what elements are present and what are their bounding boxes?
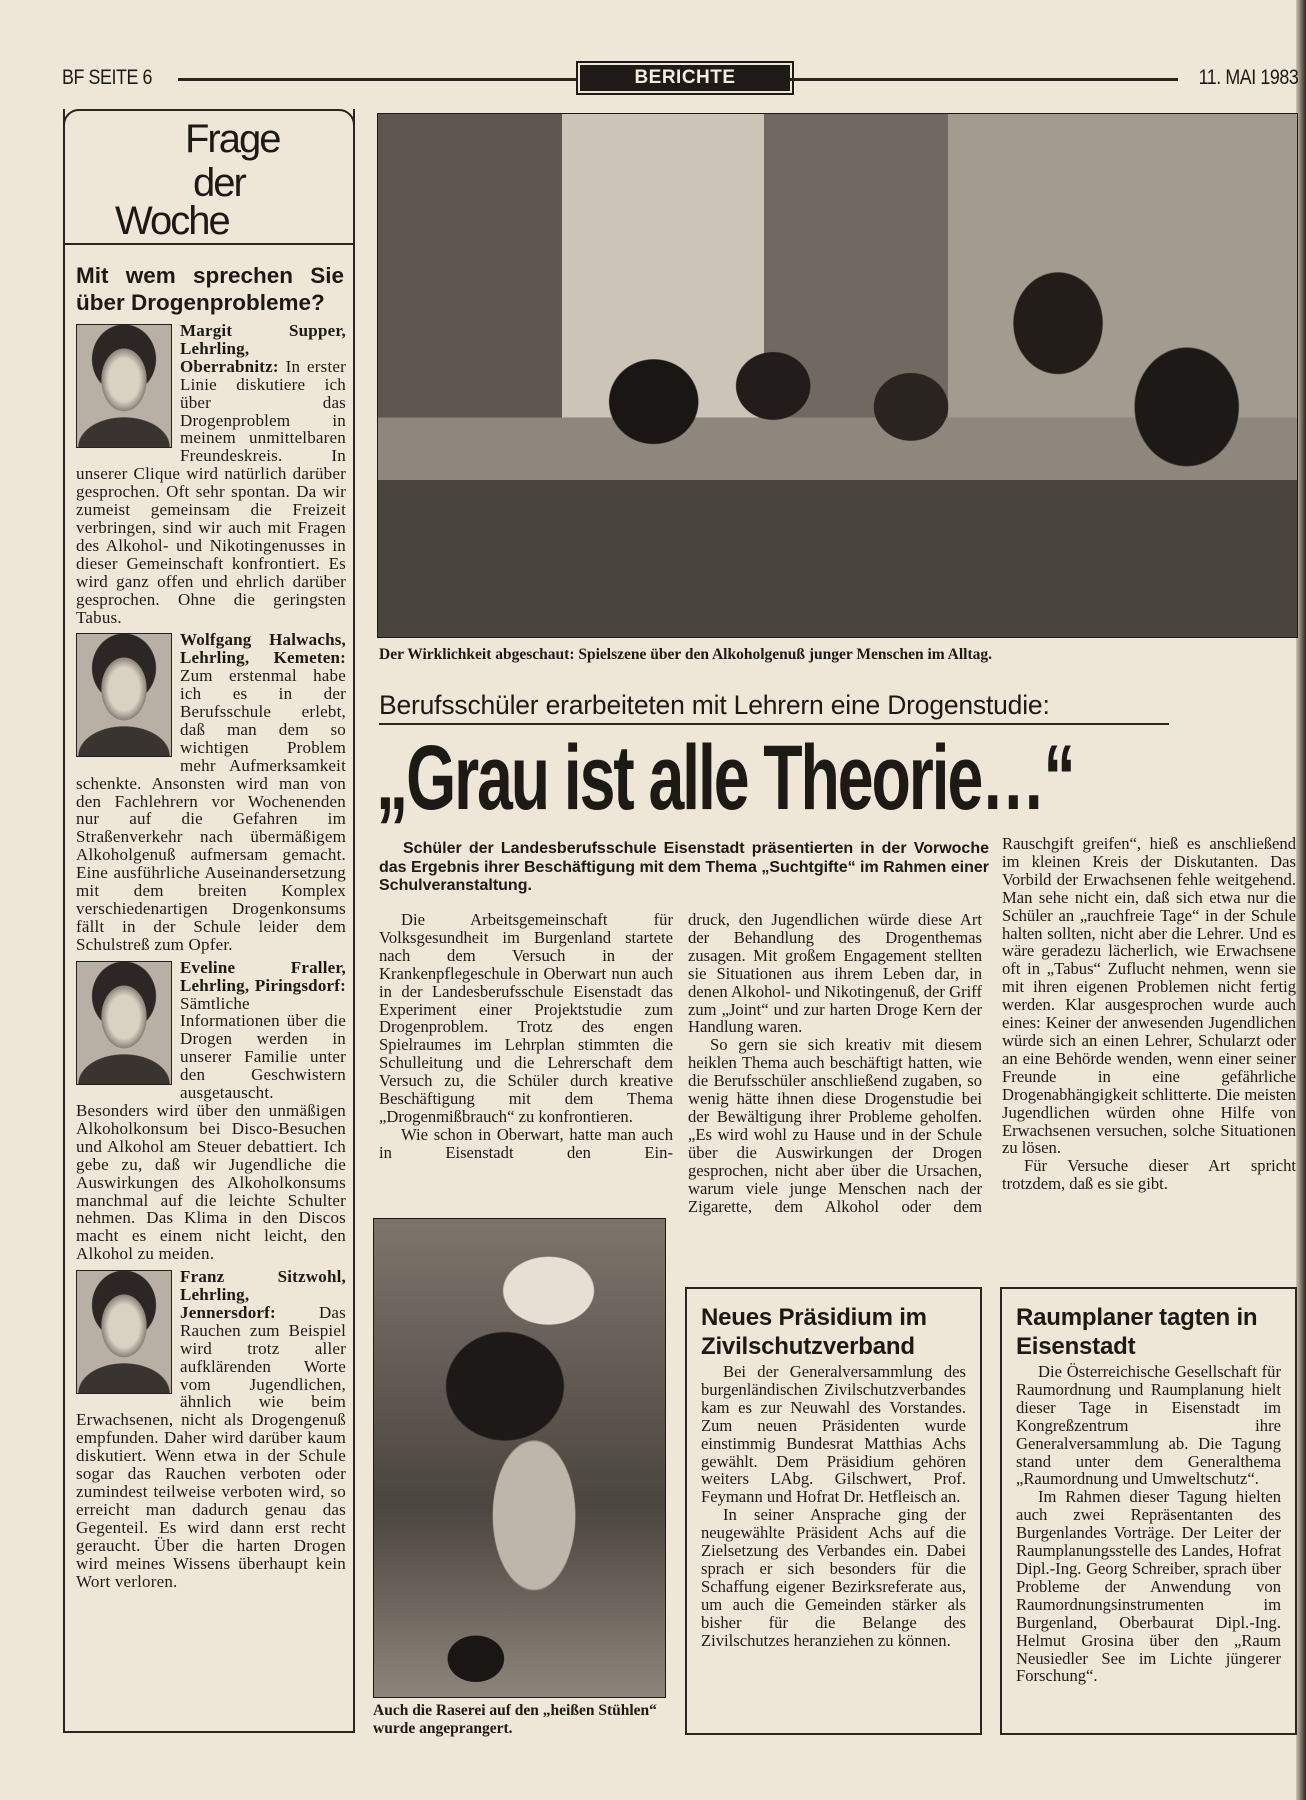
interview-entry (76, 959, 346, 1263)
issue-date: 11. MAI 1983 (1198, 66, 1298, 89)
interview-answer: In erster Linie diskutiere ich über das Drogenproblem in meinem unmittelbaren Freundeskreis. In unserer Clique wird natürlich darüber gesprochen. Oft sehr spontan. Da wir zumeist gemeinsam die Freizeit verbringen, sind wir auch mit Fragen des Alkohol- und Nikotingenusses in dieser Gemeinschaft konfrontiert. Es wird ganz offen und ehrlich darüber gesprochen. Ohne die geringsten Tabus. (76, 356, 346, 627)
box-paragraph: Die Österreichische Gesellschaft für Raumordnung und Raumplanung hielt dieser Tage in Eisenstadt im Kongreßzentrum ihre Generalversammlung ab. Die Tagung stand unter dem Generalthema „Raumordnung und Umweltschutz“. (1016, 1362, 1281, 1489)
article-paragraph: So gern sie sich kreativ mit diesem heiklen Thema auch beschäftigt hatten, wie die Berufsschüler anschließend zugaben, so wenig hätte ihnen diese Drogenstudie bei der Bewältigung ihrer Probleme geholfen. „Es wird wohl zu Hause und in der Schule über die Auswirkungen der Drogen gesprochen, nicht aber über die Ursachen, warum viele junge Menschen nach der Zigarette, dem Alkohol oder dem (688, 1035, 982, 1216)
box-headline: Neues Präsidium im Zivilschutzverband (701, 1304, 927, 1360)
header-rule-right (790, 78, 1178, 81)
article-column-2 (688, 911, 982, 1215)
interviewee-name: Franz Sitzwohl, Lehrling, Jennersdorf: (180, 1268, 346, 1322)
interview-answer: Zum erstenmal habe ich es in der Berufsschule erlebt, daß man dem so wichtigen Problem mehr Aufmerksamkeit schenkte. Ansonsten wird man von den Fachlehrern vor Wochenenden nur auf die Gefahren im Straßenverkehr nach übermäßigem Alkoholgenuß aufmersam gemacht. Eine ausführliche Auseinandersetzung mit dem breiten Komplex verschiedenartigen Drogenkonsums fällt in der Schule leider dem Schulstreß zum Opfer. (76, 666, 346, 954)
box-headline: Raumplaner tagten in Eisenstadt (1016, 1304, 1258, 1360)
interviewee-name: Margit Supper, Lehrling, Oberrabnitz: (180, 322, 346, 376)
box-paragraph: In seiner Ansprache ging der neugewählte Präsident Achs auf die Zielsetzung des Verbandes ein. Dabei sprach er sich besonders für die Schaffung eigener Bezirksreferate aus, um auch die Gemeinden stärker als bisher für die Belange des Zivilschutzes heranziehen zu können. (701, 1505, 966, 1650)
frage-der-woche-title (63, 109, 355, 245)
article-headline: „Grau ist alle Theorie…“ (376, 727, 1074, 829)
article-paragraph: Wie schon in Oberwart, hatte man auch in Eisenstadt den Ein- (379, 1124, 673, 1162)
title-word: Frage (185, 117, 280, 161)
interviewee-name: Wolfgang Halwachs, Lehrling, Kemeten: (180, 631, 346, 668)
interview-answer: Das Rauchen zum Beispiel wird trotz aller aufklärenden Worte vom Jugendlichen, ähnlich wie beim Erwachsenen, nicht als Drogengenuß empfunden. Daher wird darüber kaum diskutiert. Wenn etwa in der Schule sogar das Rauchen verboten oder zumindest teilweise verboten wird, so erreicht man dadurch genau das Gegenteil. Es wird dann erst recht geraucht. Über die harten Drogen wird meines Wissens überhaupt kein Wort verloren. (76, 1302, 346, 1591)
article-paragraph: Die Arbeitsgemeinschaft für Volksgesundheit im Burgenland startete nach dem Versuch in der Krankenpflegeschule in Oberwart nun auch in der Landesberufsschule Eisenstadt das Experiment einer Projektstudie zum Drogenproblem. Trotz des engen Spielraumes im Lehrplan stimmten die Schulleitung und die Lehrerschaft dem Versuch zu, die Schüler durch kreative Beschäftigung mit dem Thema „Drogenmißbrauch“ zu konfrontieren. (379, 910, 673, 1126)
weekly-question: Mit wem sprechen Sie über Drogenprobleme? (76, 263, 344, 315)
interview-entry (76, 1268, 346, 1590)
lead-photo (377, 113, 1298, 638)
article-lead: Schüler der Landesberufsschule Eisenstadt präsentierten in der Vorwoche das Ergebnis ihrer Beschäftigung mit dem Thema „Suchtgifte“ im Rahmen einer Schulveranstaltung. (379, 840, 989, 894)
article-paragraph: Rauschgift greifen“, hieß es anschließend im kleinen Kreis der Diskutanten. Das Vorbild der Erwachsenen fehle weitgehend. Man sehe nicht ein, daß sich etwa nur die Schüler an „rauchfreie Tage“ in der Schule halten sollten, nicht aber die Lehrer. Und es wäre geradezu lächerlich, wie Erwachsene oft in „Tabus“ Zuflucht nehmen, wenn sie mit ihren eigenen Problemen nicht fertig werden. Klar ausgesprochen wurde auch eines: Keiner der anwesenden Jugendlichen würde sich an einen Lehrer, Schularzt oder an eine Behörde wenden, wenn einer seiner Freunde in eine gefährliche Drogenabhängigkeit schlitterte. Die meisten Jugendlichen würden ohne Hilfe von Erwachsenen versuchen, solche Situationen zu lösen. (1002, 834, 1296, 1158)
interview-entry (76, 322, 346, 626)
secondary-photo (373, 1218, 666, 1698)
title-word: der (193, 161, 245, 205)
article-column-3 (1002, 835, 1296, 1193)
box-paragraph: Bei der Generalversammlung des burgenländischen Zivilschutzverbandes kam es zur Neuwahl des Vorstandes. Zum neuen Präsidenten wurde einstimmig Bundesrat Matthias Achs gewählt. Dem Präsidium gehören weiters LAbg. Gilschwert, Prof. Feymann und Hofrat Dr. Hetfleisch an. (701, 1362, 966, 1507)
article-column-1 (379, 911, 673, 1162)
news-box-raumplaner (1000, 1287, 1297, 1735)
article-kicker: Berufsschüler erarbeiteten mit Lehrern eine Drogenstudie: (379, 690, 1050, 720)
photo-caption: Auch die Raserei auf den „heißen Stühlen“ wurde angeprangert. (373, 1702, 657, 1737)
news-box-zivilschutz (685, 1287, 982, 1735)
portrait-photo (76, 633, 172, 757)
section-rubric (576, 61, 794, 95)
title-word: Woche (115, 199, 229, 243)
portrait-photo (76, 961, 172, 1085)
portrait-photo (76, 324, 172, 448)
article-paragraph: druck, den Jugendlichen würde diese Art der Behandlung des Drogenthemas zusagen. Mit großem Engagement stellten sie Situationen aus ihrem Leben dar, in denen Alkohol- und Nikotingenuß, der Griff zum „Joint“ und zur harten Droge Kern der Handlung waren. (688, 910, 982, 1037)
header-rule-left (178, 78, 576, 81)
photo-caption: Der Wirklichkeit abgeschaut: Spielszene über den Alkoholgenuß junger Menschen im Alltag. (379, 646, 993, 663)
portrait-photo (76, 1270, 172, 1394)
article-paragraph: Für Versuche dieser Art spricht trotzdem, daß es sie gibt. (1002, 1156, 1296, 1194)
interview-entry (76, 631, 346, 953)
kicker-rule (379, 723, 1169, 725)
section-label: BERICHTE (634, 67, 736, 88)
page-label: BF SEITE 6 (62, 66, 152, 89)
interview-list (76, 322, 346, 1595)
interviewee-name: Eveline Fraller, Lehrling, Piringsdorf: (180, 958, 346, 995)
interview-answer: Sämtliche Informationen über die Drogen werden in unserer Familie unter den Geschwistern ausgetauscht. Besonders wird über den unmäßigen Alkoholkonsum bei Disco-Besuchen und Alkohol am Steuer debattiert. Ich gebe zu, daß wir Jugendliche die Auswirkungen des Alkoholkonsums manchmal auf die leichte Schulter nehmen. Das Klima in den Discos macht es einem nicht leicht, den Alkohol zu meiden. (76, 993, 346, 1264)
box-paragraph: Im Rahmen dieser Tagung hielten auch zwei Repräsentanten des Burgenlandes Vorträge. Der Leiter der Raumplanungsstelle des Landes, Hofrat Dipl.-Ing. Georg Schreiber, sprach über Probleme der Anwendung von Raumordnungsinstrumenten im Burgenland, Oberbaurat Dipl.-Ing. Helmut Grosina über den „Raum Neusiedler See im Lichte jüngerer Forschung“. (1016, 1487, 1281, 1686)
